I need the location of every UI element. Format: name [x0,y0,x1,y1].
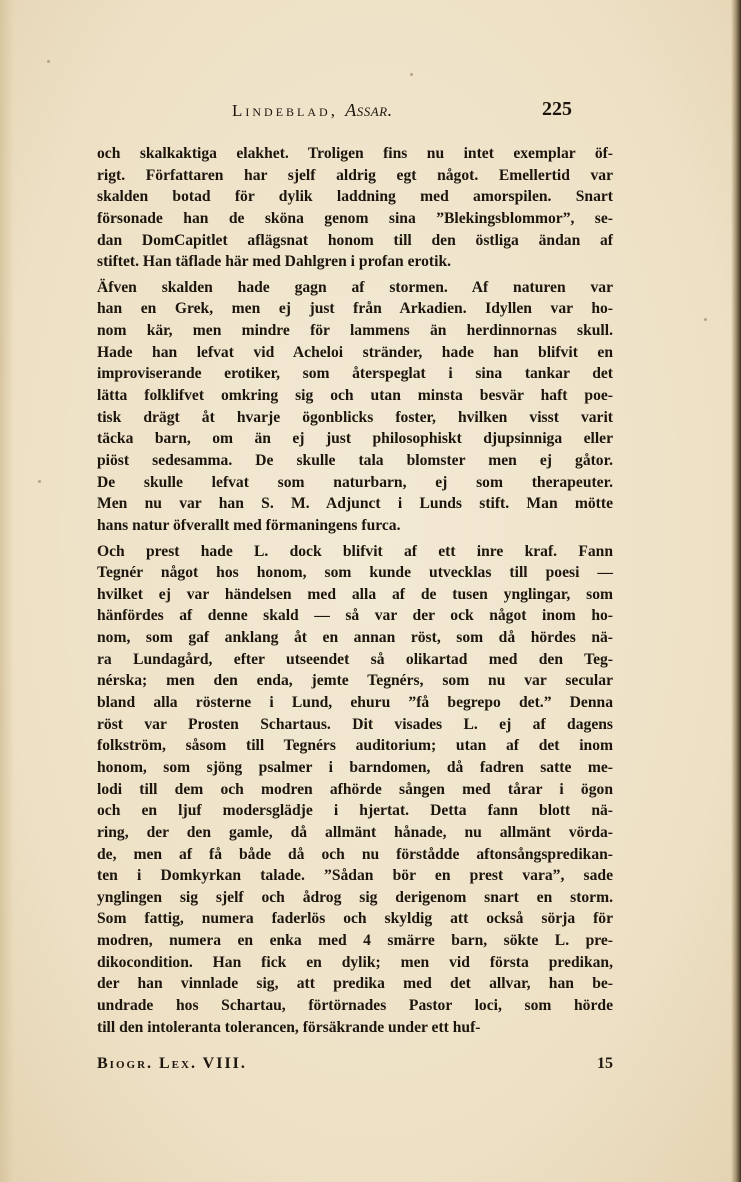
text-line: dan DomCapitlet aflägsnat honom till den östliga ändan af [97,231,613,249]
text-line: dikocondition. Han fick en dylik; men vid första predikan, [97,953,613,971]
running-header [232,100,572,130]
text-line: försonade han de sköna genom sina ”Blekingsblommor”, se- [97,209,613,227]
paper-speck [47,60,50,63]
text-line: honom, som sjöng psalmer i barndomen, då fadren satte me- [97,758,613,776]
text-line: skalden botad för dylik laddning med amorspilen. Snart [97,188,613,206]
text-line: han en Grek, men ej just från Arkadien. Idyllen var ho- [97,300,613,318]
text-line: improviserande erotiker, som återspeglat i sina tankar det [97,365,613,383]
page-left-edge [0,0,14,1182]
text-line: och en ljuf modersglädje i hjertat. Detta fann blott nä- [97,802,613,820]
text-line: Och prest hade L. dock blifvit af ett inre kraf. Fann [97,542,613,560]
text-line: Hade han lefvat vid Acheloi stränder, hade han blifvit en [97,343,613,361]
text-line: ring, der den gamle, då allmänt hånade, nu allmänt vörda- [97,823,613,841]
text-line: hans natur öfverallt med förmaningens furca. [97,516,401,534]
text-line: röst var Prosten Schartaus. Dit visades L. ej af dagens [97,715,613,733]
page-right-edge [731,0,741,1182]
text-line: Äfven skalden hade gagn af stormen. Af naturen var [97,278,613,296]
paragraph [97,541,613,1039]
text-line: ten i Domkyrkan talade. ”Sådan bör en prest vara”, sade [97,867,613,885]
text-line: folkström, såsom till Tegnérs auditorium; utan af det inom [97,737,613,755]
paragraph [97,277,613,537]
text-line: lodi till dem och modren afhörde sången med tårar i ögon [97,780,613,798]
paper-speck [38,480,41,483]
text-line: Tegnér något hos honom, som kunde utvecklas till poesi — [97,564,613,582]
running-title-subject: Assar. [345,100,393,120]
text-line: lätta folklifvet omkring sig och utan minsta besvär haft poe- [97,387,613,405]
text-line: piöst sedesamma. De skulle tala blomster men ej gåtor. [97,451,613,469]
paragraph [97,143,613,273]
text-line: ra Lundagård, efter utseendet så olikartad med den Teg- [97,650,613,668]
running-title-name: Lindeblad, [232,101,338,120]
running-title [232,100,393,121]
sheet-number: 15 [597,1055,613,1072]
text-line: rigt. Författaren har sjelf aldrig egt något. Emellertid var [97,166,613,184]
text-line: Som fattig, numera faderlös och skyldig att också sörja för [97,910,613,928]
signature-mark: Biogr. Lex. VIII. [97,1055,247,1072]
text-line: bland alla rösterne i Lund, ehuru ”få begrepo det.” Denna [97,694,613,712]
text-line: Men nu var han S. M. Adjunct i Lunds stift. Man mötte [97,495,613,513]
text-line: tisk drägt åt hvarje ögonblicks foster, hvilken visst varit [97,408,613,426]
paper-speck [410,73,413,76]
text-line: de, men af få både då och nu förstådde aftonsångspredikan- [97,845,613,863]
text-line: De skulle lefvat som naturbarn, ej som therapeuter. [97,473,613,491]
text-line: nérska; men den enda, jemte Tegnérs, som nu var secular [97,672,613,690]
text-line: hänfördes af denne skald — så var der ock något inom ho- [97,607,613,625]
page-number: 225 [542,98,572,120]
text-line: undrade hos Schartau, förtörnades Pastor loci, som hörde [97,996,613,1014]
text-line: och skalkaktiga elakhet. Troligen fins nu intet exemplar öf- [97,145,613,162]
text-line: hvilket ej var händelsen med alla af de tusen ynglingar, som [97,585,613,603]
paper-speck [704,318,707,321]
text-line: till den intoleranta tolerancen, försäkrande under ett huf- [97,1018,481,1036]
text-line: modren, numera en enka med 4 smärre barn, sökte L. pre- [97,932,613,950]
text-line: täcka barn, om än ej just philosophiskt djupsinniga eller [97,430,613,448]
text-line: ynglingen sig sjelf och ådrog sig derigenom snart en storm. [97,888,613,906]
text-line: nom kär, men mindre för lammens än herdinnornas skull. [97,322,613,340]
text-line: nom, som gaf anklang åt en annan röst, som då hördes nä- [97,629,613,647]
body-text [97,143,613,1038]
text-line: stiftet. Han täflade här med Dahlgren i profan erotik. [97,253,452,271]
text-line: der han vinnlade sig, att predika med det allvar, han be- [97,975,613,993]
page-footer [97,1055,613,1079]
